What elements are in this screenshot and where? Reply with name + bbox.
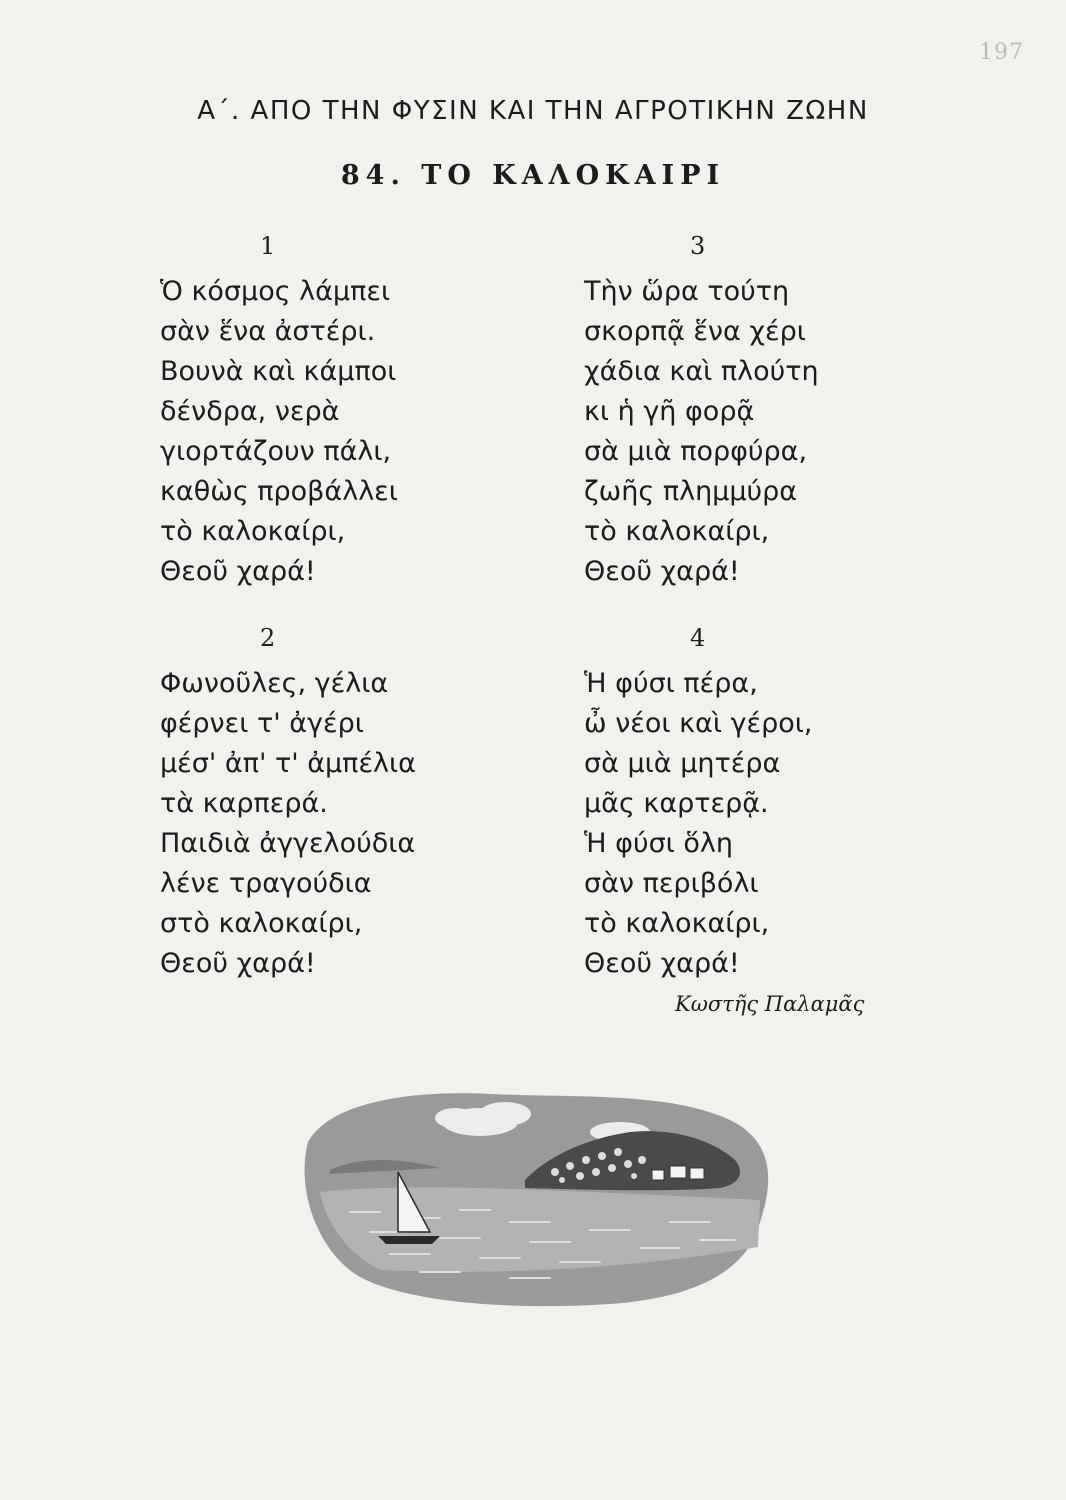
section-heading: Α΄. ΑΠΟ ΤΗΝ ΦΥΣΙΝ ΚΑΙ ΤΗΝ ΑΓΡΟΤΙΚΗΝ ΖΩΗΝ [197, 96, 869, 126]
stanza-1 [160, 232, 490, 592]
landscape-illustration [290, 1072, 790, 1312]
page-number: 197 [979, 40, 1024, 65]
poem-line: Φωνοῦλες, γέλια [160, 668, 389, 699]
poem-line: μέσ' ἀπ' τ' ἀμπέλια [160, 748, 416, 779]
stanza-3 [584, 232, 914, 592]
poem-line: γιορτάζουν πάλι, [160, 436, 392, 467]
poem-line: Θεοῦ χαρά! [160, 556, 316, 587]
poem-line: σὰν ἕνα ἀστέρι. [160, 316, 376, 347]
poem-line: σὰ μιὰ πορφύρα, [584, 436, 808, 467]
poem-line: τὸ καλοκαίρι, [584, 516, 770, 547]
poem-line: δένδρα, νερὰ [160, 396, 340, 427]
poem-line: μᾶς καρτερᾷ. [584, 788, 769, 819]
poem-line: σὰν περιβόλι [584, 868, 759, 899]
poem-line: τὰ καρπερά. [160, 788, 328, 819]
poem-line: Τὴν ὥρα τούτη [584, 276, 790, 307]
poem-line: Παιδιὰ ἀγγελούδια [160, 828, 416, 859]
stanza-2 [160, 624, 490, 984]
poem-line: ζωῆς πλημμύρα [584, 476, 798, 507]
poem-line: Θεοῦ χαρά! [584, 556, 740, 587]
poem-line: στὸ καλοκαίρι, [160, 908, 363, 939]
poem-line: Θεοῦ χαρά! [584, 948, 740, 979]
poem-line: σκορπᾷ ἕνα χέρι [584, 316, 806, 347]
poem-line: Βουνὰ καὶ κάμποι [160, 356, 397, 387]
poem-line: κι ἡ γῆ φορᾷ [584, 396, 755, 427]
poem-line: σὰ μιὰ μητέρα [584, 748, 781, 779]
poem-line: Ὁ κόσμος λάμπει [160, 276, 391, 307]
poem-line: χάδια καὶ πλούτη [584, 356, 819, 387]
stanza-number: 3 [690, 232, 706, 260]
stanza-number: 2 [260, 624, 276, 652]
poem-line: τὸ καλοκαίρι, [160, 516, 346, 547]
poem-line: τὸ καλοκαίρι, [584, 908, 770, 939]
stanza-number: 4 [690, 624, 706, 652]
poem-line: ὦ νέοι καὶ γέροι, [584, 708, 813, 739]
poem-line: Ἡ φύσι πέρα, [584, 668, 758, 699]
poem-line: καθὼς προβάλλει [160, 476, 398, 507]
poem-line: Θεοῦ χαρά! [160, 948, 316, 979]
stanza-4 [584, 624, 914, 984]
poem-line: φέρνει τ' ἀγέρι [160, 708, 364, 739]
poem-line: λένε τραγούδια [160, 868, 372, 899]
stanza-number: 1 [260, 232, 276, 260]
poem-line: Ἡ φύσι ὅλη [584, 828, 734, 859]
poem-title: 84. ΤΟ ΚΑΛΟΚΑΙΡΙ [340, 160, 726, 191]
author-signature: Κωστῆς Παλαμᾶς [675, 992, 865, 1016]
